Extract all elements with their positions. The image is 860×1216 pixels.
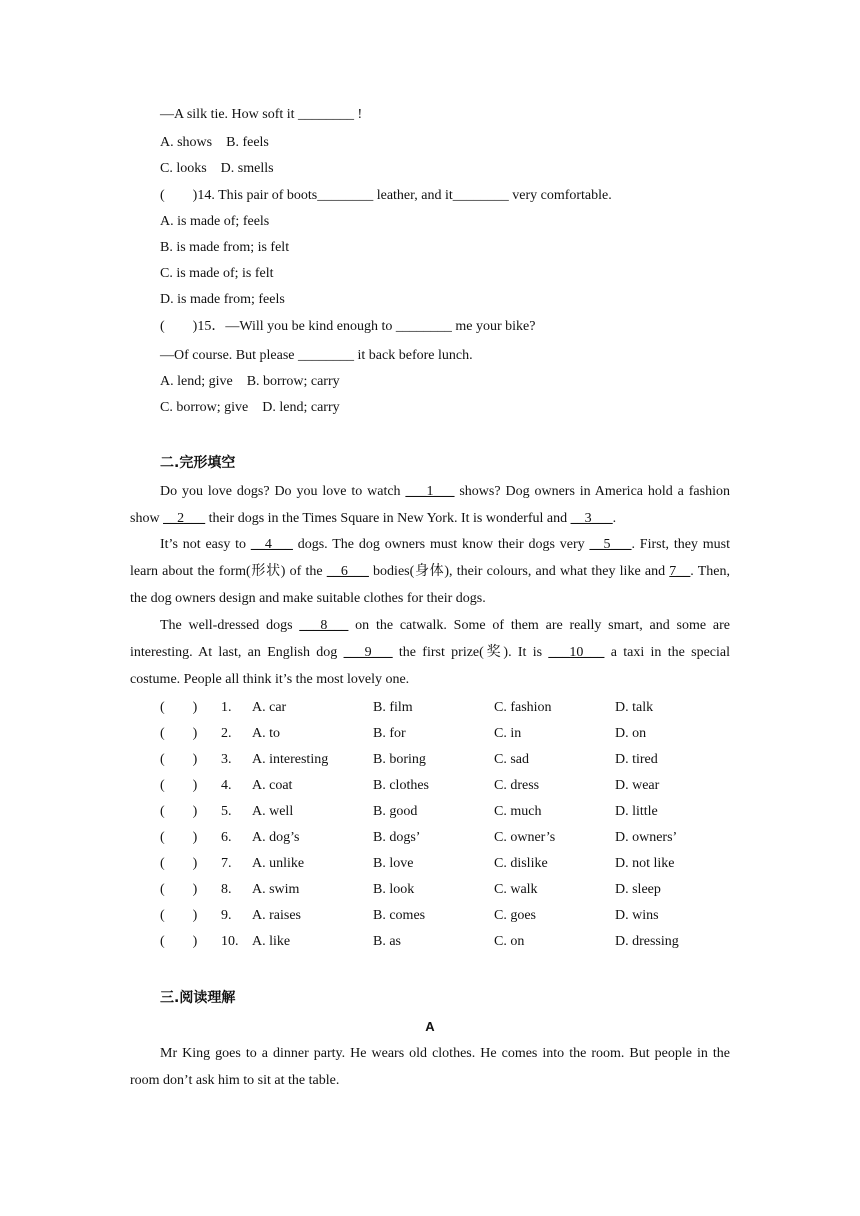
- cloze-blank-4: __4___: [250, 537, 293, 552]
- option-d: D. not like: [615, 856, 675, 871]
- question-15-options-cd: C. borrow; give D. lend; carry: [160, 400, 340, 415]
- cloze-option-row: [160, 907, 740, 925]
- option-c: C. in: [494, 726, 522, 741]
- option-c: C. owner’s: [494, 830, 556, 845]
- answer-paren[interactable]: ( ): [160, 856, 198, 871]
- question-14-option-a: A. is made of; feels: [160, 214, 270, 229]
- option-a: A. coat: [252, 778, 293, 793]
- question-13-options-ab: A. shows B. feels: [160, 135, 269, 150]
- option-c: C. on: [494, 934, 525, 949]
- cloze-text: .: [612, 511, 617, 526]
- option-number: 10.: [221, 934, 239, 949]
- option-c: C. goes: [494, 908, 536, 923]
- option-a: A. raises: [252, 908, 301, 923]
- option-b: B. look: [373, 882, 415, 897]
- cloze-text: The well-dressed dogs: [160, 618, 300, 633]
- cloze-text: shows? Dog owners in America hold a fashion show: [130, 484, 730, 526]
- cloze-text: on the catwalk. Some of them are really smart, and some are interesting. At last, an English dog: [130, 618, 730, 660]
- option-number: 3.: [221, 752, 232, 767]
- option-number: 2.: [221, 726, 232, 741]
- option-b: B. film: [373, 700, 413, 715]
- question-14-option-c: C. is made of; is felt: [160, 266, 274, 281]
- cloze-text: their dogs in the Times Square in New York. It is wonderful and: [205, 511, 571, 526]
- option-number: 4.: [221, 778, 232, 793]
- option-a: A. to: [252, 726, 280, 741]
- option-d: D. wins: [615, 908, 659, 923]
- question-15-reply: —Of course. But please ________ it back before lunch.: [160, 348, 473, 363]
- option-a: A. well: [252, 804, 294, 819]
- answer-paren[interactable]: ( ): [160, 778, 198, 793]
- option-number: 8.: [221, 882, 232, 897]
- question-13-options-cd: C. looks D. smells: [160, 161, 274, 176]
- option-a: A. dog’s: [252, 830, 300, 845]
- cloze-option-row: [160, 725, 740, 743]
- option-b: B. good: [373, 804, 418, 819]
- option-a: A. swim: [252, 882, 300, 897]
- cloze-option-row: [160, 777, 740, 795]
- option-number: 5.: [221, 804, 232, 819]
- option-number: 9.: [221, 908, 232, 923]
- answer-paren[interactable]: ( ): [160, 830, 198, 845]
- answer-paren[interactable]: ( ): [160, 752, 198, 767]
- cloze-text: . Then, the dog owners design and make suitable clothes for their dogs.: [130, 564, 731, 606]
- option-d: D. wear: [615, 778, 660, 793]
- option-c: C. walk: [494, 882, 538, 897]
- cloze-paragraph-3: [130, 612, 730, 693]
- reading-paragraph-1: Mr King goes to a dinner party. He wears old clothes. He comes into the room. But people in the room don’t ask him to sit at the table.: [130, 1046, 730, 1088]
- answer-paren[interactable]: ( ): [160, 700, 198, 715]
- cloze-blank-9: ___9___: [343, 645, 393, 660]
- cloze-paragraph-1: [130, 478, 730, 532]
- option-b: B. clothes: [373, 778, 429, 793]
- cloze-option-row: [160, 699, 740, 717]
- cloze-blank-3: __3___: [570, 511, 613, 526]
- option-d: D. talk: [615, 700, 654, 715]
- question-14-option-b: B. is made from; is felt: [160, 240, 290, 255]
- option-b: B. boring: [373, 752, 426, 767]
- option-a: A. interesting: [252, 752, 329, 767]
- cloze-blank-8: ___8___: [299, 618, 349, 633]
- cloze-text: It’s not easy to: [160, 537, 251, 552]
- cloze-option-row: [160, 803, 740, 821]
- answer-paren[interactable]: ( ): [160, 908, 198, 923]
- question-15-stem: ( )15．—Will you be kind enough to ________ me your bike?: [160, 319, 536, 334]
- question-14-stem: ( )14. This pair of boots________ leather, and it________ very comfortable.: [160, 188, 612, 203]
- cloze-option-row: [160, 751, 740, 769]
- cloze-option-row: [160, 855, 740, 873]
- answer-paren[interactable]: ( ): [160, 804, 198, 819]
- cloze-option-row: [160, 933, 740, 951]
- option-c: C. much: [494, 804, 542, 819]
- option-d: D. owners’: [615, 830, 678, 845]
- option-d: D. sleep: [615, 882, 661, 897]
- cloze-blank-10: ___10___: [548, 645, 605, 660]
- option-number: 1.: [221, 700, 232, 715]
- cloze-blank-1: ___1___: [405, 484, 455, 499]
- option-b: B. comes: [373, 908, 426, 923]
- option-d: D. little: [615, 804, 658, 819]
- cloze-blank-6: __6___: [326, 564, 369, 579]
- passage-label: A: [425, 1019, 435, 1034]
- section-heading-reading: 三.阅读理解: [160, 990, 236, 1006]
- option-d: D. tired: [615, 752, 658, 767]
- cloze-text: dogs. The dog owners must know their dogs very: [292, 537, 590, 552]
- answer-paren[interactable]: ( ): [160, 934, 198, 949]
- cloze-option-row: [160, 881, 740, 899]
- option-number: 7.: [221, 856, 232, 871]
- option-b: B. for: [373, 726, 406, 741]
- cloze-text: a taxi in the special costume. People all think it’s the most lovely one.: [130, 645, 730, 687]
- option-c: C. sad: [494, 752, 529, 767]
- cloze-text: the first prize(奖). It is: [392, 645, 549, 660]
- section-heading-cloze: 二.完形填空: [160, 455, 236, 471]
- option-c: C. fashion: [494, 700, 552, 715]
- option-c: C. dislike: [494, 856, 548, 871]
- option-a: A. like: [252, 934, 291, 949]
- cloze-text: bodies(身体), their colours, and what they like and: [368, 564, 670, 579]
- cloze-paragraph-2: [130, 531, 730, 612]
- cloze-blank-5: __5___: [589, 537, 632, 552]
- cloze-option-row: [160, 829, 740, 847]
- cloze-blank-7: 7__: [669, 564, 691, 579]
- option-c: C. dress: [494, 778, 540, 793]
- cloze-text: . First, they must learn about the form(形状) of the: [130, 537, 730, 579]
- option-d: D. on: [615, 726, 647, 741]
- answer-paren[interactable]: ( ): [160, 726, 198, 741]
- option-number: 6.: [221, 830, 232, 845]
- question-13-reply: —A silk tie. How soft it ________ !: [160, 107, 363, 122]
- option-b: B. as: [373, 934, 401, 949]
- option-a: A. car: [252, 700, 287, 715]
- cloze-blank-2: __2___: [163, 511, 206, 526]
- answer-paren[interactable]: ( ): [160, 882, 198, 897]
- question-14-option-d: D. is made from; feels: [160, 292, 285, 307]
- question-15-options-ab: A. lend; give B. borrow; carry: [160, 374, 340, 389]
- option-a: A. unlike: [252, 856, 305, 871]
- option-b: B. love: [373, 856, 414, 871]
- cloze-text: Do you love dogs? Do you love to watch: [160, 484, 406, 499]
- option-b: B. dogs’: [373, 830, 421, 845]
- option-d: D. dressing: [615, 934, 679, 949]
